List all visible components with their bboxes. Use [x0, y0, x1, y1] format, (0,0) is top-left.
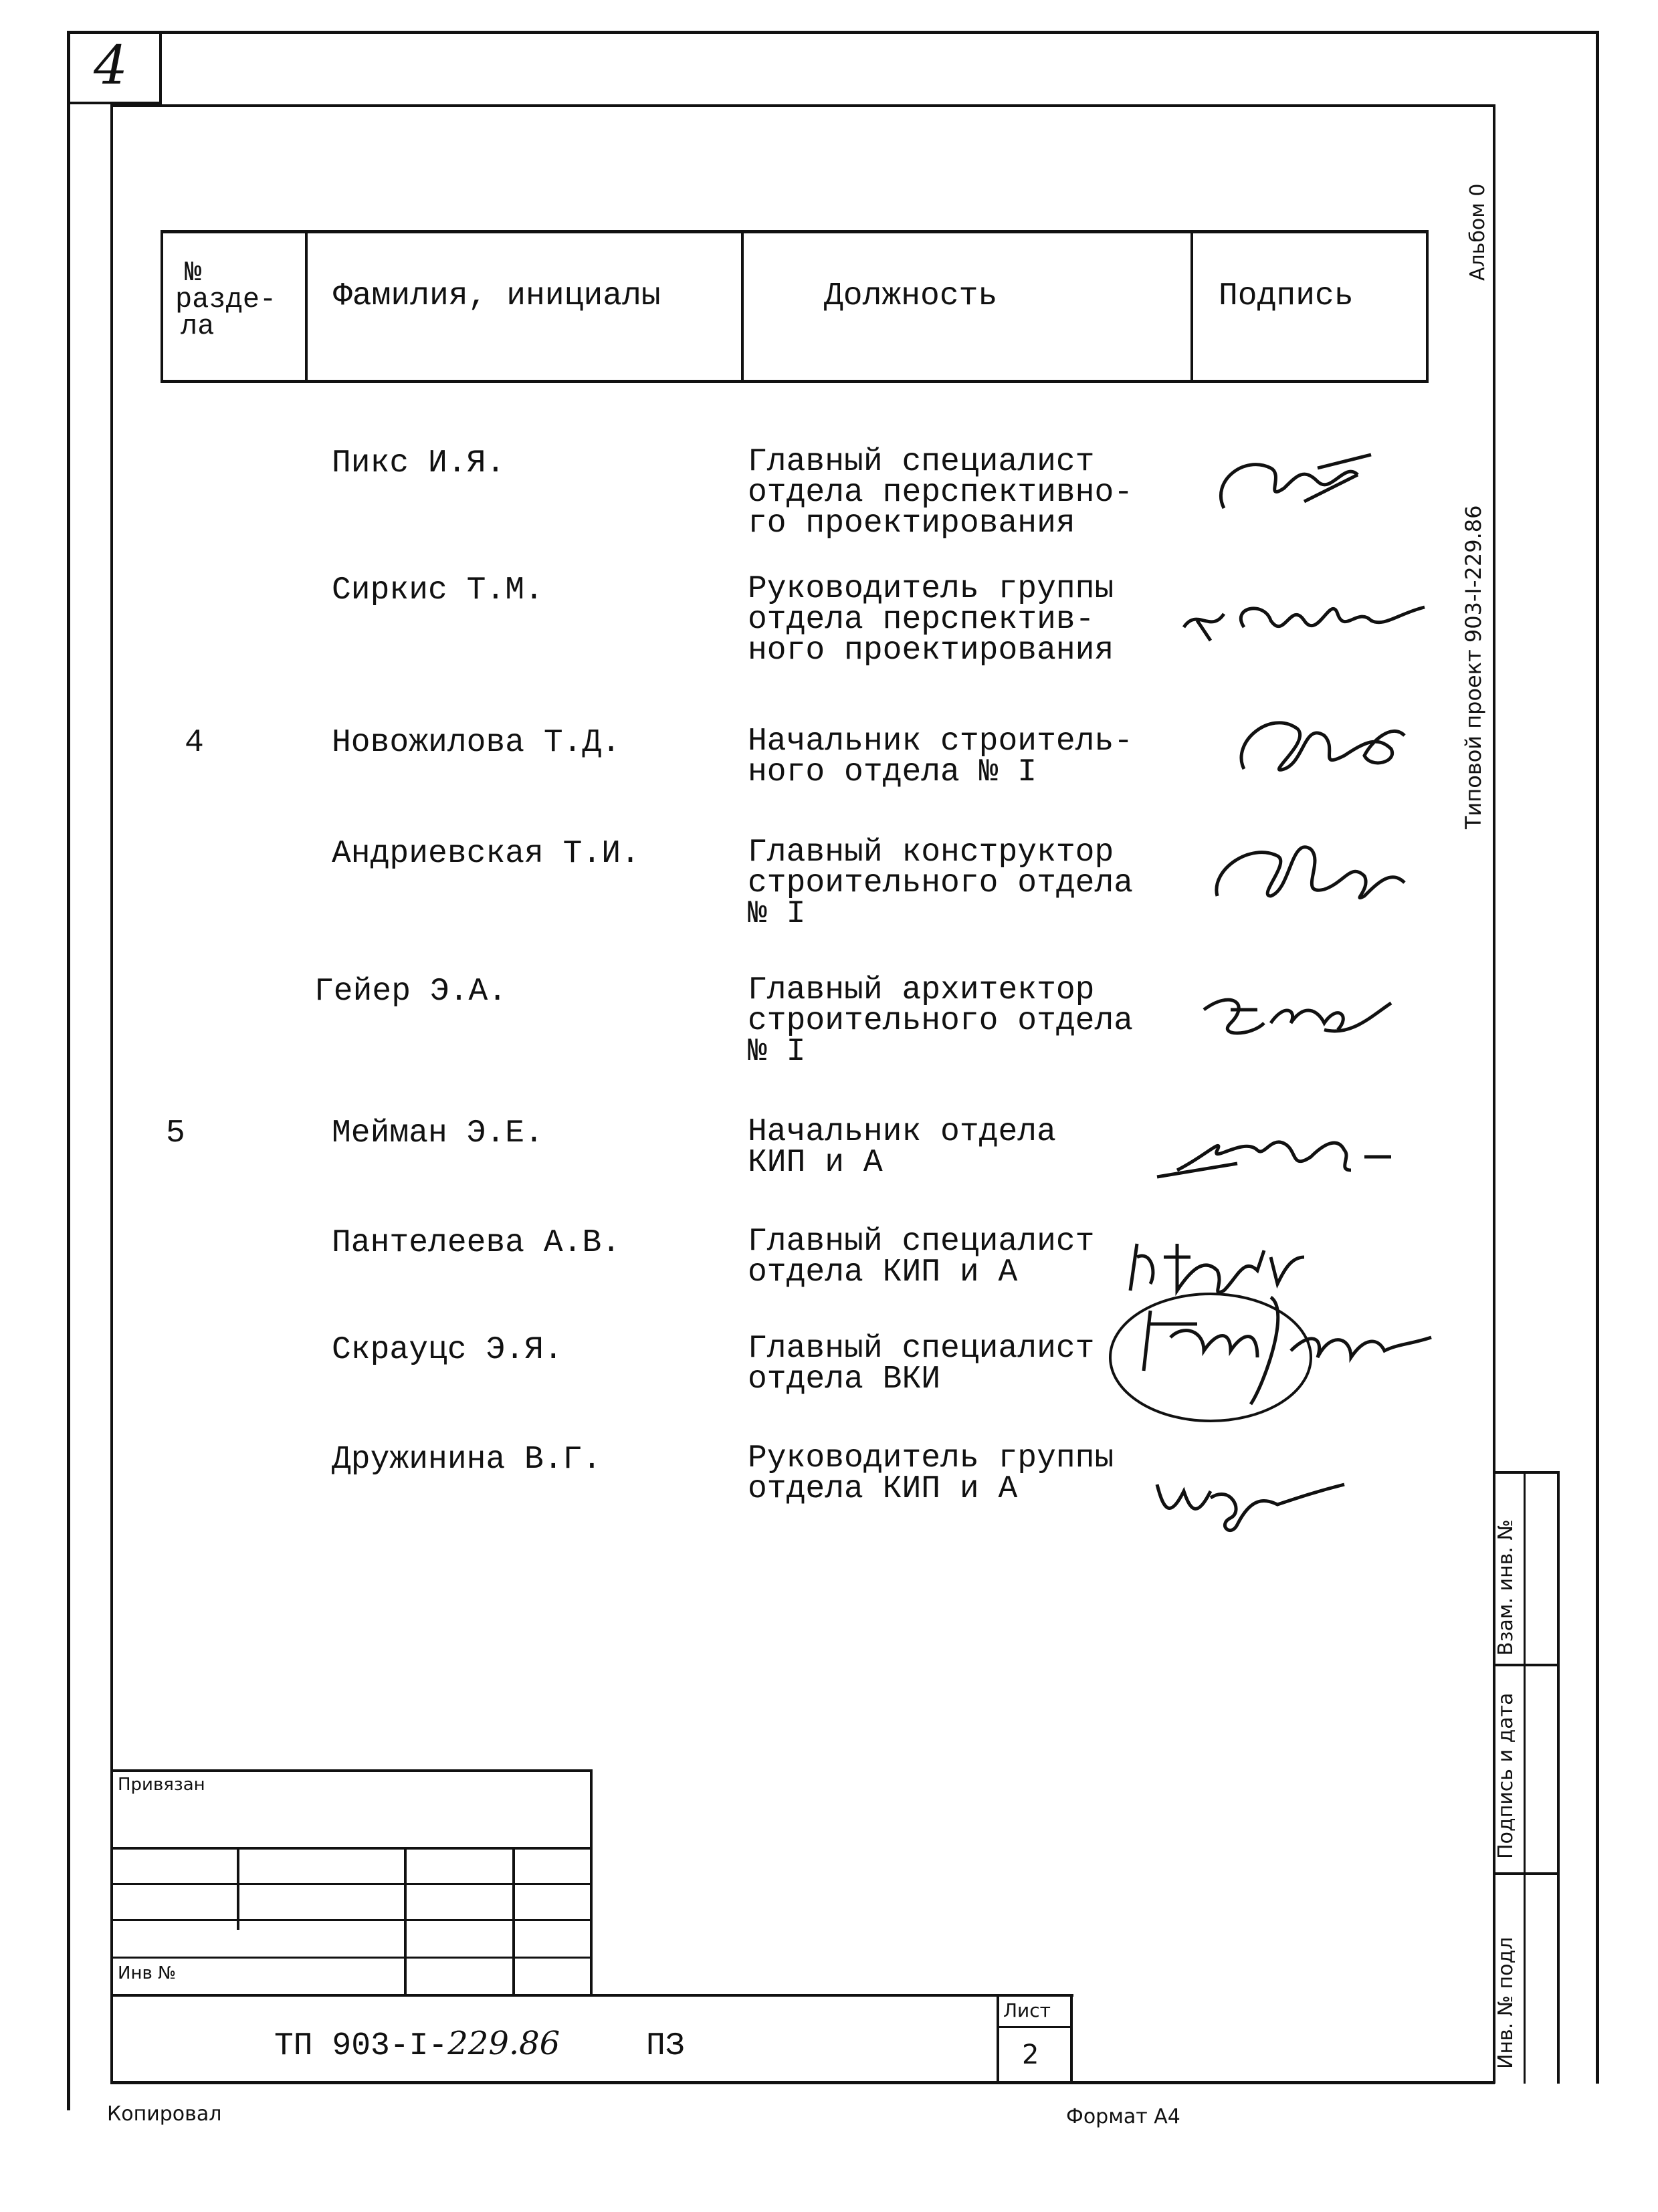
- footer-copied: Копировал: [107, 2102, 222, 2126]
- frame-top-line: [67, 31, 1598, 34]
- signature-1-image: [1184, 428, 1465, 528]
- frame-right-line: [1596, 31, 1599, 2084]
- row-2-name: Сиркис Т.М.: [332, 572, 544, 609]
- stamp-top: [110, 1769, 592, 1772]
- side-vzam-label: Взам. инв. №: [1494, 1519, 1518, 1656]
- row-7-position: Главный специалист отдела КИП и А: [748, 1224, 1095, 1291]
- stamp-grid-h3: [110, 1919, 592, 1921]
- stamp-sheet-number: 2: [1022, 2039, 1039, 2070]
- page-number-handwritten: 4: [94, 34, 128, 96]
- stamp-document-code: [274, 2025, 685, 2065]
- row-8-name: Скрауцс Э.Я.: [332, 1332, 563, 1368]
- row-1-name: Пикс И.Я.: [332, 445, 506, 481]
- row-5-name: Гейер Э.А.: [314, 974, 508, 1010]
- header-divider-0: [161, 230, 163, 383]
- signature-5-image: [1190, 963, 1471, 1063]
- row-9-name: Дружинина В.Г.: [332, 1442, 602, 1478]
- header-divider-4: [1426, 230, 1429, 383]
- header-signature: Подпись: [1219, 278, 1354, 314]
- stamp-sheet-right: [1070, 1994, 1073, 2084]
- side-podpis-label: Подпись и дата: [1494, 1692, 1518, 1859]
- stamp-grid-v2: [404, 1847, 407, 1997]
- signature-6-image: [1137, 1097, 1418, 1197]
- row-6-position: Начальник отдела КИП и А: [748, 1114, 1056, 1181]
- header-divider-1: [305, 230, 308, 383]
- row-7-name: Пантелеева А.В.: [332, 1225, 621, 1261]
- stamp-sheet-label: Лист: [1003, 1999, 1051, 2021]
- inner-frame-bottom-line: [110, 2081, 1495, 2084]
- header-name: Фамилия, инициалы: [333, 278, 661, 314]
- project-text: Типовой проект 903-I-229.86: [1461, 505, 1486, 829]
- signature-3-image: [1204, 695, 1485, 796]
- stamp-inv-label: Инв №: [118, 1963, 177, 1983]
- row-3-position: Начальник строитель- ного отдела № I: [748, 724, 1134, 790]
- row-5-position: Главный архитектор строительного отдела № I: [748, 972, 1134, 1070]
- side-stamp-div-2: [1493, 1872, 1560, 1875]
- stamp-grid-h2: [110, 1883, 592, 1885]
- signature-8-image: [1097, 1270, 1445, 1438]
- stamp-grid-v3: [512, 1847, 515, 1997]
- side-stamp-mid: [1524, 1471, 1526, 2084]
- stamp-privyazan-label: Привязан: [118, 1775, 205, 1795]
- signature-4-image: [1190, 822, 1471, 923]
- header-divider-2: [741, 230, 744, 383]
- row-8-position: Главный специалист отдела ВКИ: [748, 1331, 1095, 1398]
- side-stamp-div-1: [1493, 1664, 1560, 1666]
- stamp-sheet-mid: [997, 2026, 1073, 2028]
- row-4-position: Главный конструктор строительного отдела № I: [748, 835, 1134, 932]
- header-section-number: № разде- ла: [175, 257, 277, 342]
- stamp-code-prefix: ТП 903-I-: [274, 2028, 448, 2064]
- row-1-position: Главный специалист отдела перспективно- го проектирования: [748, 444, 1134, 542]
- row-2-position: Руководитель группы отдела перспектив- ного проектирования: [748, 571, 1114, 669]
- inner-frame-left-line: [110, 104, 113, 2084]
- stamp-title-top: [110, 1994, 1073, 1997]
- row-6-section: 5: [166, 1115, 185, 1151]
- stamp-grid-h4: [110, 1957, 592, 1959]
- project-label: [1461, 506, 1486, 829]
- inner-frame-top-line: [110, 104, 1495, 107]
- header-top-border: [161, 230, 1429, 233]
- side-stamp-right: [1557, 1471, 1560, 2084]
- header-divider-3: [1190, 230, 1193, 383]
- side-inv-podl-label: Инв. № подл: [1494, 1937, 1518, 2069]
- album-label: Альбом 0: [1466, 183, 1489, 281]
- header-bottom-border: [161, 380, 1429, 383]
- corner-box-right: [159, 31, 162, 104]
- stamp-code-hand: 229.86: [447, 2025, 560, 2062]
- footer-format: Формат А4: [1066, 2105, 1180, 2128]
- row-6-name: Мейман Э.Е.: [332, 1115, 544, 1151]
- signature-9-image: [1130, 1444, 1411, 1545]
- row-3-name: Новожилова Т.Д.: [332, 725, 621, 761]
- row-3-section: 4: [185, 725, 204, 761]
- frame-left-line: [67, 31, 70, 2110]
- signature-2-image: [1170, 567, 1451, 667]
- header-position: Должность: [824, 278, 998, 314]
- stamp-grid-h1: [110, 1847, 592, 1850]
- stamp-sheet-left: [997, 1994, 999, 2084]
- row-4-name: Андриевская Т.И.: [332, 836, 640, 872]
- side-stamp-top: [1493, 1471, 1560, 1474]
- stamp-code-suffix: ПЗ: [646, 2028, 685, 2064]
- stamp-grid-v1: [237, 1847, 239, 1930]
- row-9-position: Руководитель группы отдела КИП и А: [748, 1440, 1114, 1507]
